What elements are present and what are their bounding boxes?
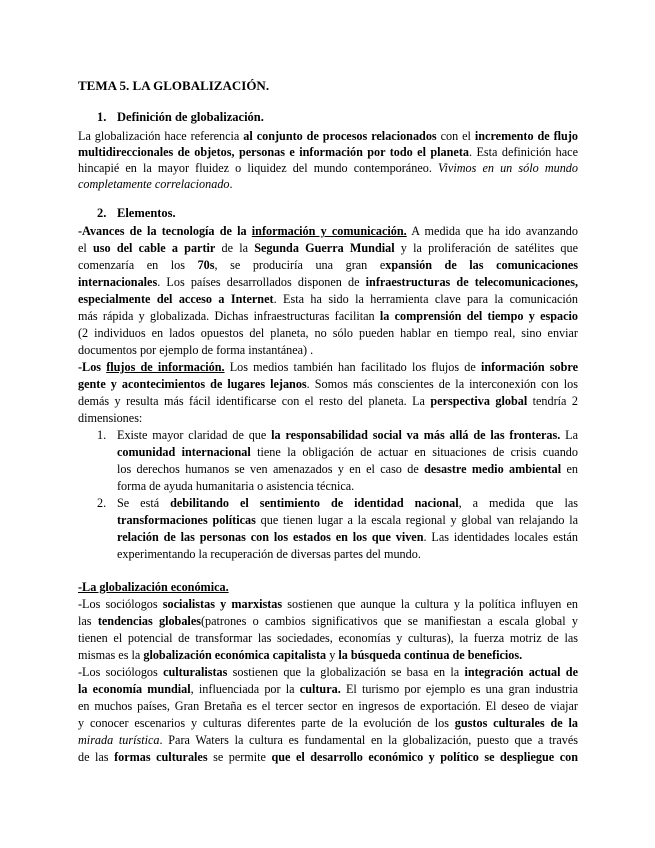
text-run: información y comunicación. [251, 224, 407, 238]
text-run: transformaciones políticas [117, 513, 256, 527]
text-run: flujos de información. [106, 360, 225, 374]
text-run: Los medios también han facilitado los flujos de [224, 360, 481, 374]
text-line [78, 732, 578, 748]
text-run: comenzaría en los [78, 258, 198, 272]
text-run: internacionales [78, 275, 158, 289]
text-run: La globalización hace referencia [78, 129, 244, 143]
list-number: 1. [97, 428, 107, 442]
text-run: tendría 2 [527, 394, 578, 408]
text-line [117, 495, 578, 511]
text-run: mismas es la [78, 648, 144, 662]
text-run: tendencias globales [97, 614, 201, 628]
text-run: forma de ayuda humanitaria o asistencia técnica. [117, 479, 355, 493]
text-run: -Los sociólogos [78, 597, 163, 611]
text-line [78, 749, 578, 765]
text-run: . Esta ha sido la herramienta clave para la comunicación [273, 292, 578, 306]
text-run: perspectiva global [430, 394, 528, 408]
text-line [78, 715, 578, 731]
text-run: Segunda Guerra Mundial [254, 241, 395, 255]
text-line [78, 274, 578, 290]
text-run: las [78, 614, 98, 628]
text-line [78, 342, 578, 358]
text-line [117, 444, 578, 460]
section-heading-text: Definición de globalización. [117, 110, 264, 124]
text-run: formas culturales [114, 750, 208, 764]
text-run: información sobre [480, 360, 578, 374]
text-run: (2 individuos en lados opuestos del planeta, no sólo pueden hablar en tiempo real, sino enviar [78, 326, 578, 340]
text-run: El turismo por ejemplo es una gran industria [340, 682, 578, 696]
text-run: integración actual de [464, 665, 578, 679]
text-run: relación de las personas con los estados en los que viven [117, 530, 424, 544]
text-run: sostienen que la globalización se basa en la [227, 665, 465, 679]
text-line [78, 325, 578, 341]
text-run: (patrones o cambios significativos que se manifiestan a escala global y [200, 614, 578, 628]
text-run: la comprensión del tiempo y espacio [379, 309, 578, 323]
text-run: en muchos países, Gran Bretaña es el tercer sector en ingresos de exportación. El deseo de viajar [78, 699, 578, 713]
text-run: -Los [78, 360, 107, 374]
text-run: sostienen que aunque la cultura y la política influyen en [282, 597, 578, 611]
text-line [78, 630, 578, 646]
text-run: y [326, 648, 339, 662]
text-run: globalización económica capitalista [143, 648, 327, 662]
text-run: infraestructuras de telecomunicaciones, [365, 275, 578, 289]
text-run: experimentando la recuperación de diversas partes del mundo. [117, 547, 421, 561]
section-heading-text: Elementos. [117, 206, 176, 220]
text-line [78, 291, 578, 307]
text-run: uso del cable a partir [93, 241, 216, 255]
text-run: . Esta definición hace [469, 145, 579, 159]
text-run: al conjunto de procesos relacionados [243, 129, 437, 143]
text-run: más rápida y globalizada. Dichas infraestructuras facilitan [78, 309, 380, 323]
text-line [78, 410, 578, 426]
text-run: culturalistas [163, 665, 228, 679]
text-run: Se está [117, 496, 171, 510]
text-run: gente y acontecimientos de lugares lejanos [78, 377, 307, 391]
list-number: 2. [97, 496, 107, 510]
text-run: la economía mundial [78, 682, 191, 696]
text-run: en [561, 462, 578, 476]
text-run: hincapié en la mayor fluidez o liquidez del mundo contemporáneo. [78, 161, 438, 175]
text-run: socialistas y marxistas [162, 597, 283, 611]
text-run: 70s [197, 258, 215, 272]
text-run: incremento de flujo [474, 129, 578, 143]
text-run: tienen el potencial de transformar las sociedades, economías y culturas), la fuerza motriz de las [78, 631, 578, 645]
page-title: TEMA 5. LA GLOBALIZACIÓN. [78, 78, 270, 93]
text-run: la responsabilidad social va más allá de las fronteras. [271, 428, 561, 442]
text-line [78, 376, 578, 392]
text-run: Existe mayor claridad de que [117, 428, 272, 442]
text-line [78, 698, 578, 714]
text-run: A medida que ha ido avanzando [406, 224, 578, 238]
text-run: -Los sociólogos [78, 665, 164, 679]
text-run: xpansión de las comunicaciones [385, 258, 579, 272]
text-line [117, 546, 578, 562]
text-line [78, 647, 578, 663]
section-heading-elementos [97, 206, 176, 221]
text-run: con el [436, 129, 475, 143]
text-line [117, 461, 578, 477]
text-line [78, 681, 578, 697]
text-run: y conocer escenarios y culturas diferentes parte de la evolución de los [78, 716, 455, 730]
text-line [78, 257, 578, 273]
text-run: . [229, 177, 233, 191]
text-run: que tienen lugar a la escala regional y global van relajando la [255, 513, 578, 527]
text-run: , se produciría una gran e [214, 258, 386, 272]
text-run: tiene la obligación de actuar en situaciones de crisis cuando [250, 445, 578, 459]
text-line [78, 160, 578, 176]
text-run: Vivimos en un sólo mundo [437, 161, 578, 175]
text-line [78, 128, 578, 144]
text-run: los derechos humanos se ven amenazados y en el caso de [117, 462, 425, 476]
section-heading-economica: -La globalización económica. [78, 580, 229, 594]
text-run: debilitando el sentimiento de identidad nacional [170, 496, 459, 510]
text-line [78, 240, 578, 256]
text-line [78, 223, 578, 239]
text-line [78, 308, 578, 324]
text-line [78, 393, 578, 409]
text-run: . Para Waters la cultura es fundamental en la globalización, puesto que a través [159, 733, 579, 747]
text-line [117, 529, 578, 545]
text-run: especialmente del acceso a Internet [78, 292, 274, 306]
text-run: , a medida que las [458, 496, 578, 510]
text-run: gustos culturales de la [454, 716, 578, 730]
section-number: 2. [97, 206, 107, 220]
section-heading-definicion [97, 110, 264, 125]
text-line [78, 176, 578, 192]
text-run: la búsqueda continua de beneficios. [338, 648, 523, 662]
text-run: . Las identidades locales están [423, 530, 578, 544]
text-line [78, 664, 578, 680]
text-run: La [560, 428, 579, 442]
text-run: documentos por ejemplo de forma instantánea) . [78, 343, 314, 357]
text-run: , influenciada por la [190, 682, 300, 696]
text-run: -Avances de la tecnología de la [78, 224, 252, 238]
text-run: de las [78, 750, 115, 764]
text-run: . Los países desarrollados disponen de [157, 275, 366, 289]
text-line [117, 478, 578, 494]
text-line [78, 144, 578, 160]
text-run: . Somos más conscientes de la interconexión con los [306, 377, 578, 391]
text-line [78, 613, 578, 629]
text-run: completamente correlacionado [78, 177, 230, 191]
text-run: y la proliferación de satélites que [394, 241, 578, 255]
text-run: desastre medio ambiental [424, 462, 562, 476]
text-run: se permite [207, 750, 272, 764]
section-number: 1. [97, 110, 107, 124]
text-run: cultura. [299, 682, 341, 696]
text-run: demás y resulta más fácil identificarse con el resto del planeta. La [78, 394, 431, 408]
text-line [78, 596, 578, 612]
text-run: que el desarrollo económico y político se despliegue con [271, 750, 578, 764]
text-line [117, 427, 578, 443]
text-run: de la [215, 241, 255, 255]
text-run: comunidad internacional [117, 445, 251, 459]
text-run: el [78, 241, 93, 255]
text-run: mirada turística [78, 733, 160, 747]
text-run: dimensiones: [78, 411, 143, 425]
text-line [78, 359, 578, 375]
text-run: multidireccionales de objetos, personas e información por todo el planeta [78, 145, 469, 159]
text-line [117, 512, 578, 528]
